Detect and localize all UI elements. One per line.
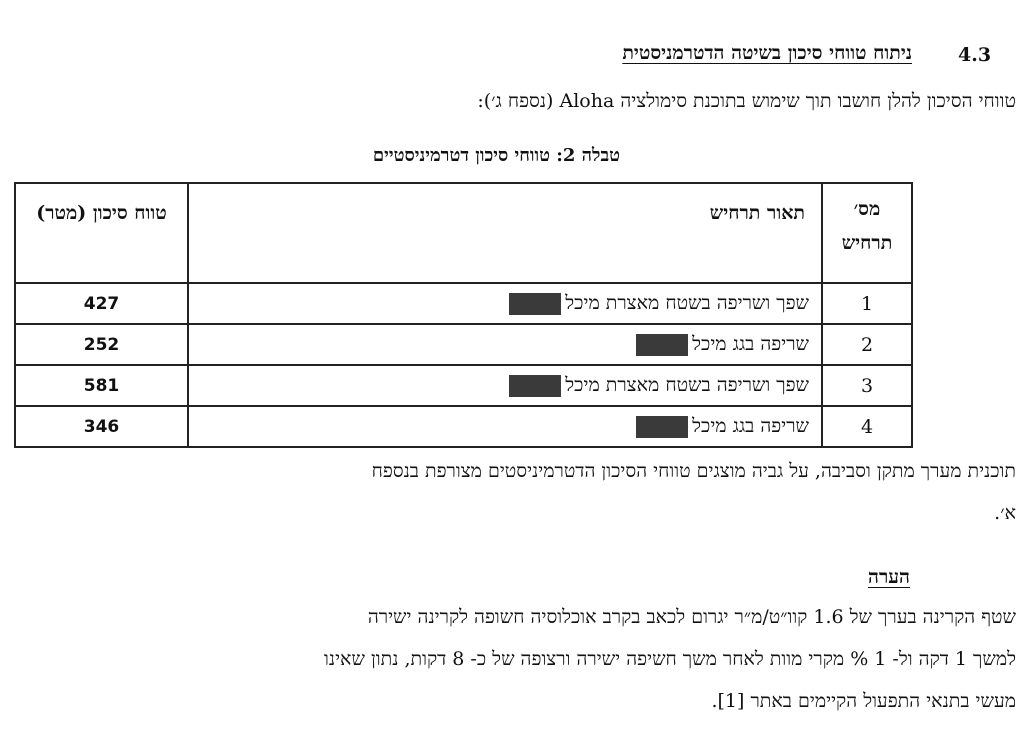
row-description-cell bbox=[188, 283, 822, 324]
table-caption: טבלה 2: טווחי סיכון דטרמיניסטיים bbox=[372, 145, 620, 166]
redaction-block bbox=[509, 293, 561, 315]
row-description: שפך ושריפה בשטח מאצרת מיכל bbox=[565, 374, 809, 396]
table-header-row bbox=[15, 183, 912, 283]
header-scenario-description: תאור תרחיש bbox=[188, 183, 822, 283]
section-number: 4.3 bbox=[958, 44, 992, 66]
appendix-paragraph-line1: תוכנית מערך מתקן וסביבה, על גביה מוצגים טווחי הסיכון הדטרמיניסטים מצורפת בנספח bbox=[371, 460, 1016, 482]
header-risk-range: טווח סיכון (מטר) bbox=[15, 183, 188, 283]
row-description-cell bbox=[188, 324, 822, 365]
table-row bbox=[15, 283, 912, 324]
row-number: 4 bbox=[822, 406, 912, 447]
row-number: 1 bbox=[822, 283, 912, 324]
header-num-line2: תרחיש bbox=[841, 232, 893, 254]
table-row bbox=[15, 365, 912, 406]
intro-paragraph: טווחי הסיכון להלן חושבו תוך שימוש בתוכנת סימולציה Aloha (נספח ג׳): bbox=[477, 90, 1016, 112]
row-range: 252 bbox=[15, 324, 188, 365]
note-line2: למשך 1 דקה ול- 1 % מקרי מוות לאחר משך חשיפה ישירה ורצופה של כ- 8 דקות, נתון שאינו bbox=[324, 648, 1016, 670]
row-range: 581 bbox=[15, 365, 188, 406]
note-line3: מעשי בתנאי התפעול הקיימים באתר [1]. bbox=[711, 690, 1016, 712]
table-row bbox=[15, 406, 912, 447]
risk-range-table bbox=[14, 182, 913, 448]
row-description-cell bbox=[188, 406, 822, 447]
row-range: 346 bbox=[15, 406, 188, 447]
redaction-block bbox=[636, 416, 688, 438]
table-row bbox=[15, 324, 912, 365]
row-description-cell bbox=[188, 365, 822, 406]
row-description: שריפה בגג מיכל bbox=[692, 333, 809, 355]
row-description: שפך ושריפה בשטח מאצרת מיכל bbox=[565, 292, 809, 314]
row-number: 2 bbox=[822, 324, 912, 365]
redaction-block bbox=[636, 334, 688, 356]
note-line1: שטף הקרינה בערך של 1.6 קוו״ט/מ״ר יגרום לכאב בקרב אוכלוסיה חשופה לקרינה ישירה bbox=[367, 606, 1016, 628]
section-title: ניתוח טווחי סיכון בשיטה הדטרמניסטית bbox=[622, 42, 912, 64]
row-description: שריפה בגג מיכל bbox=[692, 415, 809, 437]
row-range: 427 bbox=[15, 283, 188, 324]
note-title: הערה bbox=[868, 566, 910, 588]
redaction-block bbox=[509, 375, 561, 397]
header-num-line1: מס׳ bbox=[853, 198, 881, 220]
appendix-paragraph-line2: א׳. bbox=[994, 502, 1016, 524]
row-number: 3 bbox=[822, 365, 912, 406]
header-scenario-number bbox=[822, 183, 912, 283]
